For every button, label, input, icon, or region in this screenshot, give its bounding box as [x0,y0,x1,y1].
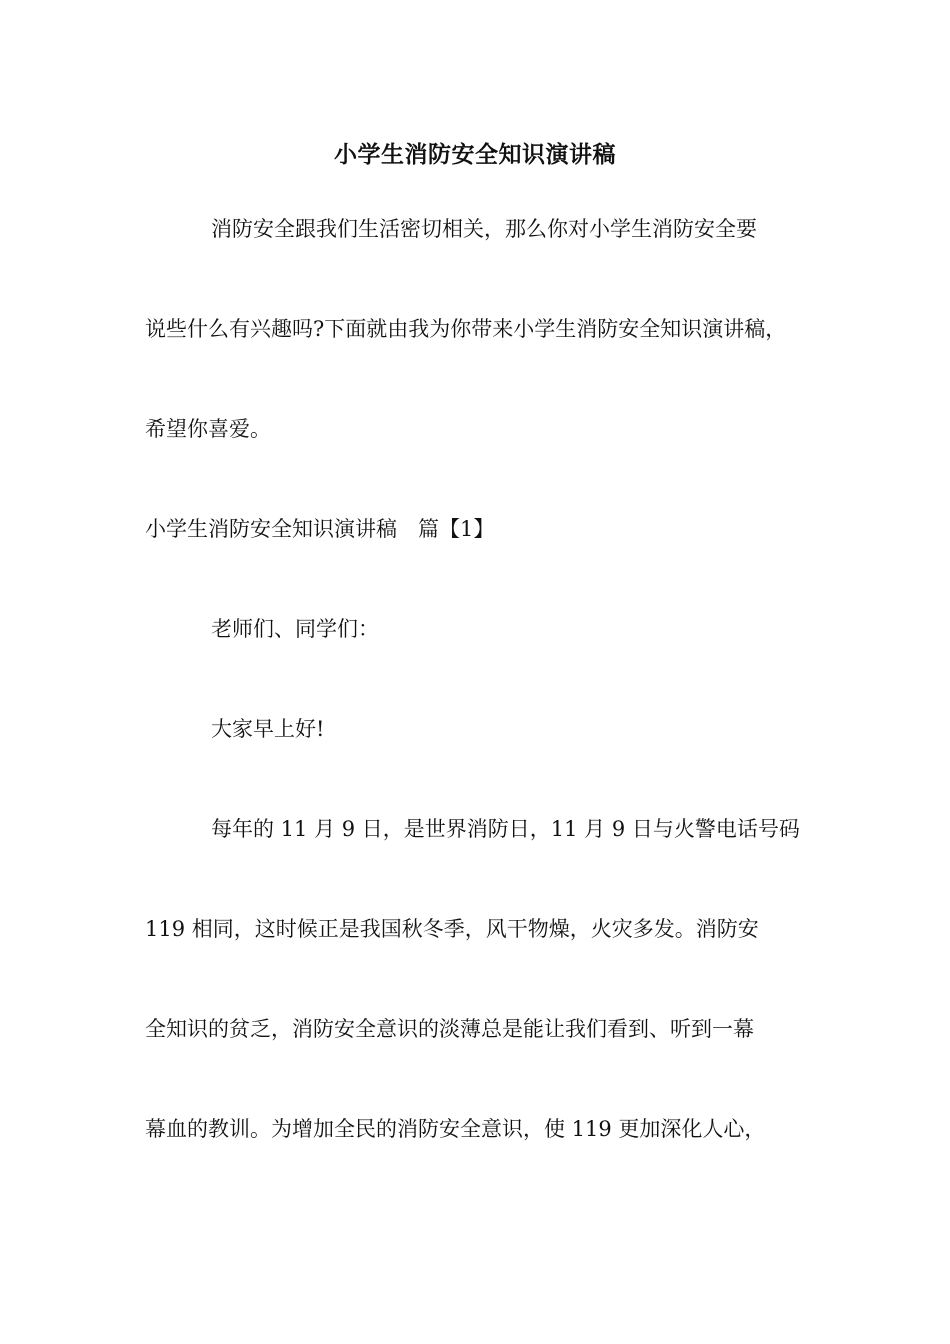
salutation-line: 老师们、同学们： [211,617,379,641]
intro-line-3: 希望你喜爱。 [145,417,271,441]
intro-line-1: 消防安全跟我们生活密切相关，那么你对小学生消防安全要 [211,217,757,241]
body-line-1: 每年的 11 月 9 日，是世界消防日，11 月 9 日与火警电话号码 [211,817,800,841]
document-title: 小学生消防安全知识演讲稿 [334,141,616,168]
intro-line-2: 说些什么有兴趣吗?下面就由我为你带来小学生消防安全知识演讲稿， [145,317,787,341]
body-line-2: 119 相同，这时候正是我国秋冬季，风干物燥，火灾多发。消防安 [145,917,759,941]
greeting-line: 大家早上好! [211,717,325,741]
section-heading: 小学生消防安全知识演讲稿 篇【1】 [145,517,495,541]
body-line-3: 全知识的贫乏，消防安全意识的淡薄总是能让我们看到、听到一幕 [145,1017,754,1041]
body-line-4: 幕血的教训。为增加全民的消防安全意识，使 119 更加深化人心， [145,1117,766,1141]
